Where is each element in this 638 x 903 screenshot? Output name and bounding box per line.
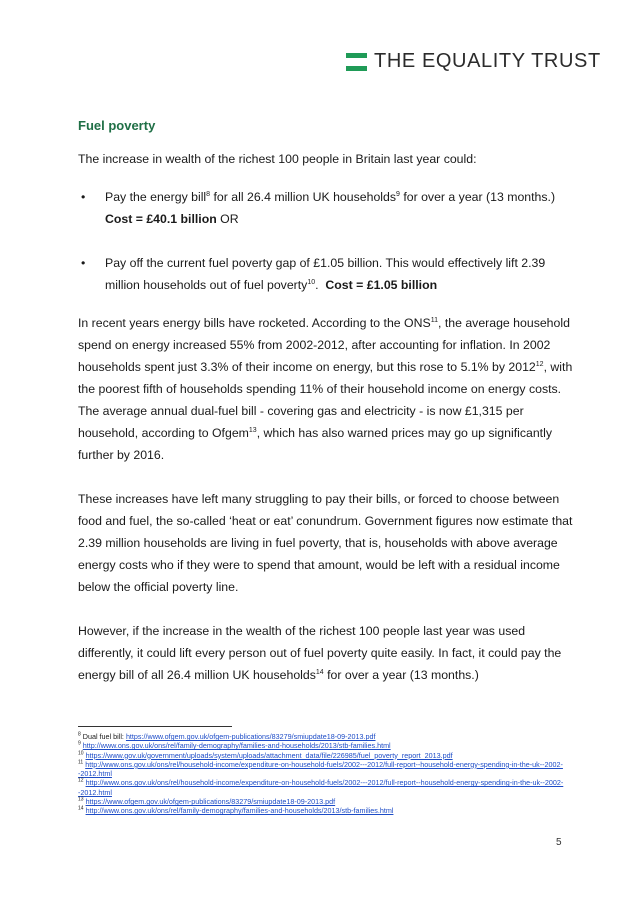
bullet-dot-icon: •: [81, 256, 86, 270]
footnote-num: 13: [78, 796, 84, 803]
bullet1-text-c: for over a year (13 months.): [399, 190, 556, 204]
footnote-8: [78, 732, 578, 741]
para1-a: In recent years energy bills have rocketed. According to the ONS: [78, 316, 431, 330]
footnote-num: 8: [78, 731, 81, 738]
footnote-link[interactable]: https://www.ofgem.gov.uk/ofgem-publications/83279/smiupdate18-09-2013.pdf: [85, 797, 336, 807]
para1-c: , with the poorest fifth of households spending 11% of their household income on energy costs. The average annual dual-fuel bill - covering gas and electricity - is now £1,315 per household, according to Ofgem: [78, 360, 573, 440]
footnote-ref[interactable]: 10: [307, 278, 316, 286]
footnote-ref[interactable]: 14: [315, 668, 324, 676]
footnote-link[interactable]: http://www.ons.gov.uk/ons/rel/family-demography/families-and-households/2013/stb-families.html: [85, 806, 394, 816]
bullet1-cost-rest: OR: [216, 212, 239, 226]
para1-d: , which has also warned prices may go up significantly further by 2016.: [78, 426, 552, 462]
footnote-link[interactable]: https://www.gov.uk/government/uploads/system/uploads/attachment_data/file/226985/fuel_poverty_report_2013.pdf: [85, 750, 453, 760]
footnote-num: 11: [78, 759, 84, 766]
footnote-num: 10: [78, 750, 84, 757]
footnote-9: [78, 741, 578, 750]
footnote-link[interactable]: http://www.ons.gov.uk/ons/rel/household-income/expenditure-on-household-fuels/2002---2012/full-report--household-energy-spending-in-the-uk--2002--2012.html: [78, 759, 563, 779]
paragraph-1: [78, 312, 573, 466]
bullet2-cost: Cost = £1.05 billion: [325, 278, 438, 292]
footnote-link[interactable]: http://www.ons.gov.uk/ons/rel/household-income/expenditure-on-household-fuels/2002---2012/full-report--household-energy-spending-in-the-uk--2002--2012.html: [78, 778, 564, 797]
section-title: Fuel poverty: [78, 118, 156, 133]
bullet-list: [78, 186, 573, 296]
footnote-prefix: Dual fuel bill:: [80, 732, 126, 741]
logo-mark-icon: [346, 53, 367, 71]
equality-trust-logo: [346, 50, 601, 73]
para1-b: , the average household spend on energy increased 55% from 2002-2012, after accounting for inflation. In 2002 households spent just 3.3% of their income on energy, but this rose to 5.1% by 2012: [78, 316, 570, 374]
footnote-num: 12: [78, 778, 84, 785]
footnote-ref[interactable]: 11: [430, 316, 438, 324]
footnote-ref[interactable]: 8: [206, 190, 211, 198]
footnote-13: [78, 797, 578, 806]
footnote-link[interactable]: http://www.ons.gov.uk/ons/rel/family-demography/families-and-households/2013/stb-families.html: [82, 741, 391, 751]
para3-a: However, if the increase in the wealth of the richest 100 people last year was used differently, it could lift every person out of fuel poverty quite easily. In fact, it could pay the energy bill of all 26.4 million UK households: [78, 624, 562, 682]
footnote-11: [78, 760, 578, 779]
footnote-14: [78, 806, 578, 815]
footnote-divider: [78, 726, 232, 727]
logo-text: THE EQUALITY TRUST: [374, 50, 601, 72]
footnote-link[interactable]: https://www.ofgem.gov.uk/ofgem-publications/83279/smiupdate18-09-2013.pdf: [125, 732, 376, 741]
bullet1-text-b: for all 26.4 million UK households: [210, 190, 396, 204]
footnote-ref[interactable]: 9: [396, 190, 400, 198]
para3-b: for over a year (13 months.): [323, 668, 479, 682]
footnote-12: [78, 778, 578, 797]
bullet-item-2: [78, 252, 573, 296]
footnote-10: [78, 751, 578, 760]
bullet1-text-a: Pay the energy bill: [105, 190, 207, 204]
bullet2-text-b: .: [315, 278, 326, 292]
footnote-ref[interactable]: 13: [248, 426, 257, 434]
bullet1-cost: Cost = £40.1 billion: [105, 212, 217, 226]
paragraph-3: [78, 620, 573, 686]
page-number: 5: [556, 837, 562, 848]
main-content: [78, 116, 573, 686]
footnotes: [78, 732, 578, 816]
footnote-num: 14: [78, 805, 84, 812]
bullet2-text-a: Pay off the current fuel poverty gap of £1.05 billion. This would effectively lift 2.39 million households out of fuel poverty: [105, 256, 546, 292]
bullet-dot-icon: •: [81, 190, 86, 204]
footnote-num: 9: [78, 740, 81, 747]
intro-text: The increase in wealth of the richest 100 people in Britain last year could:: [78, 152, 477, 166]
bullet-item-1: [78, 186, 573, 230]
footnote-ref[interactable]: 12: [535, 360, 544, 368]
paragraph-2: These increases have left many struggling to pay their bills, or forced to choose between food and fuel, the so-called ‘heat or eat’ conundrum. Government figures now estimate that 2.39 million households are living in fuel poverty, that is, households with above average energy costs who if they were to spend that amount, would be left with a residual income below the official poverty line.: [78, 492, 573, 594]
